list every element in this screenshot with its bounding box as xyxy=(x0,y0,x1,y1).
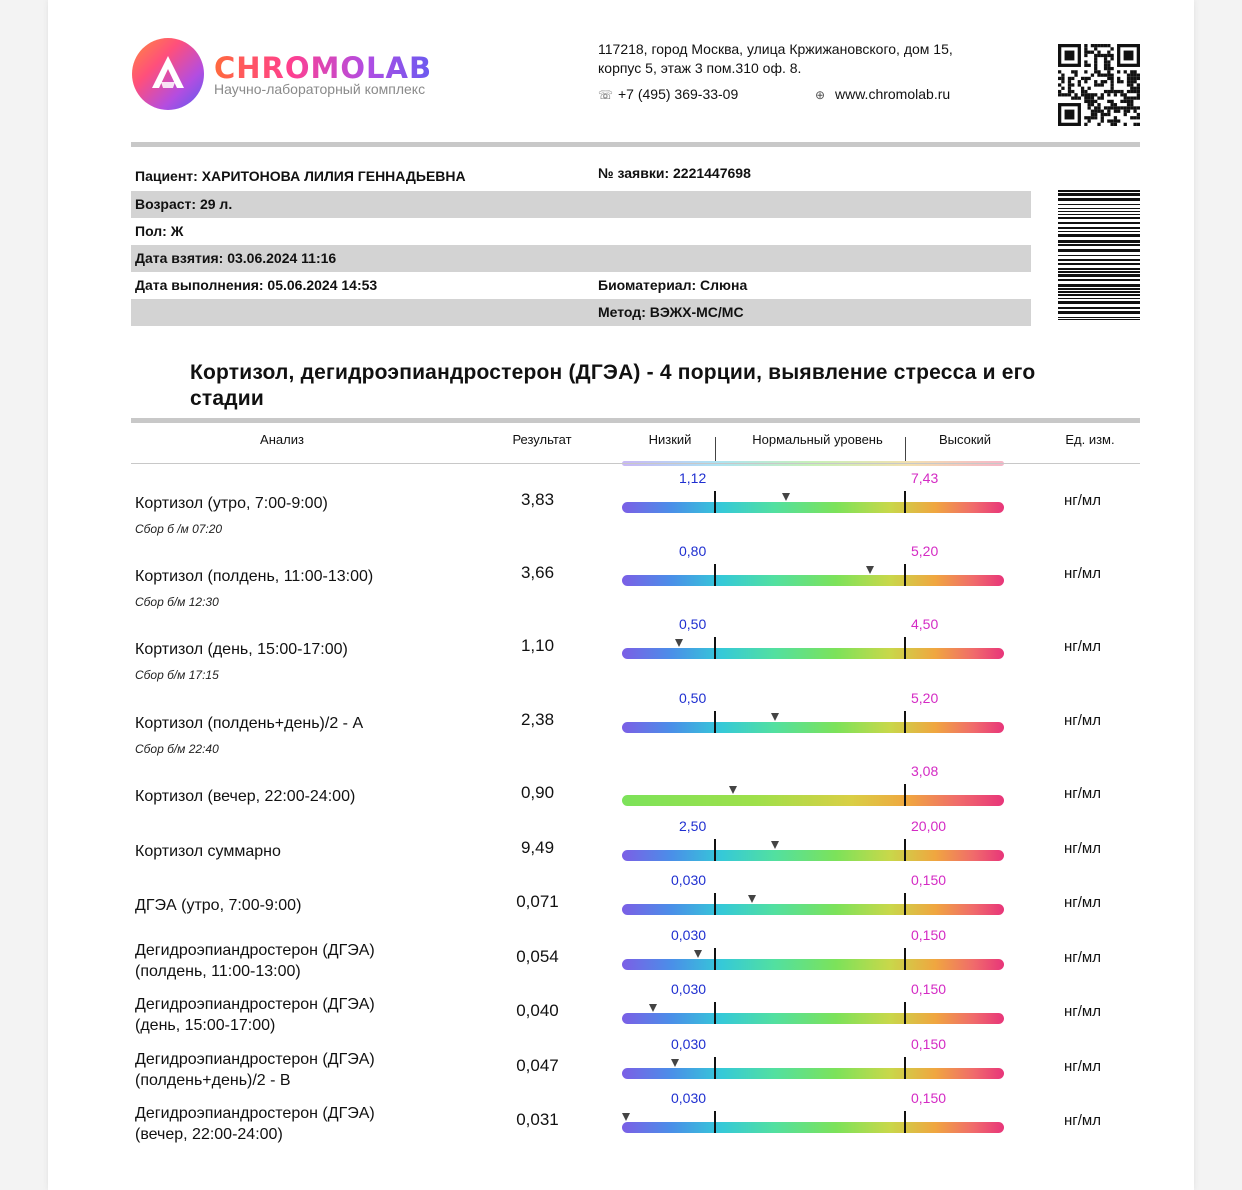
low-threshold-label: 0,80 xyxy=(679,543,707,559)
analysis-name-line2: (полдень+день)/2 - В xyxy=(135,1072,291,1089)
reference-scale-bar xyxy=(622,722,1004,733)
date-completed: Дата выполнения: 05.06.2024 14:53 xyxy=(135,277,378,293)
reference-scale-bar xyxy=(622,1068,1004,1079)
patient-sex: Пол: Ж xyxy=(135,223,184,239)
unit-label: нг/мл xyxy=(1064,785,1101,802)
barcode xyxy=(1058,190,1140,320)
low-threshold-tick xyxy=(714,711,716,733)
low-threshold-tick xyxy=(714,491,716,513)
high-threshold-tick xyxy=(904,637,906,659)
logo-emblem-icon xyxy=(132,38,204,110)
table-top-divider xyxy=(131,418,1140,423)
low-threshold-tick xyxy=(714,893,716,915)
analysis-name: Кортизол (полдень+день)/2 - А xyxy=(135,715,364,732)
header-high-separator xyxy=(905,437,906,463)
high-threshold-label: 0,150 xyxy=(911,872,947,888)
low-threshold-label: 2,50 xyxy=(679,818,707,834)
result-marker-icon xyxy=(748,895,756,903)
col-header-normal: Нормальный уровень xyxy=(752,432,883,447)
patient-name: Пациент: ХАРИТОНОВА ЛИЛИЯ ГЕННАДЬЕВНА xyxy=(135,168,466,184)
logo-subtitle: Научно-лабораторный комплекс xyxy=(214,81,426,97)
col-header-result: Результат xyxy=(512,432,572,447)
unit-label: нг/мл xyxy=(1064,638,1101,655)
analysis-name: Кортизол (день, 15:00-17:00) xyxy=(135,641,348,658)
analysis-name-line2: (вечер, 22:00-24:00) xyxy=(135,1126,283,1143)
unit-label: нг/мл xyxy=(1064,1112,1101,1129)
website-link[interactable]: www.chromolab.ru xyxy=(835,86,951,102)
result-marker-icon xyxy=(782,493,790,501)
col-header-high: Высокий xyxy=(938,432,992,447)
unit-label: нг/мл xyxy=(1064,712,1101,729)
info-row-patient xyxy=(131,163,1031,190)
info-row-sex xyxy=(131,218,1031,245)
analysis-name: Кортизол (утро, 7:00-9:00) xyxy=(135,495,328,512)
col-header-unit: Ед. изм. xyxy=(1065,432,1115,447)
unit-label: нг/мл xyxy=(1064,949,1101,966)
phone-icon: ☏ xyxy=(598,88,614,102)
high-threshold-tick xyxy=(904,784,906,806)
result-marker-icon xyxy=(866,566,874,574)
high-threshold-label: 0,150 xyxy=(911,981,947,997)
result-value: 0,047 xyxy=(516,1056,559,1075)
unit-label: нг/мл xyxy=(1064,1003,1101,1020)
high-threshold-tick xyxy=(904,491,906,513)
low-threshold-label: 0,030 xyxy=(671,872,707,888)
high-threshold-label: 20,00 xyxy=(911,818,947,834)
high-threshold-label: 5,20 xyxy=(911,690,939,706)
analysis-name-line2: (день, 15:00-17:00) xyxy=(135,1017,276,1034)
unit-label: нг/мл xyxy=(1064,1058,1101,1075)
low-threshold-label: 0,50 xyxy=(679,616,707,632)
header-divider xyxy=(131,142,1140,147)
analysis-name: Дегидроэпиандростерон (ДГЭА) xyxy=(135,1051,375,1068)
high-threshold-tick xyxy=(904,839,906,861)
reference-scale-bar xyxy=(622,1122,1004,1133)
analysis-name: Кортизол суммарно xyxy=(135,843,281,860)
collection-note: Сбор б /м 07:20 xyxy=(135,522,223,536)
result-marker-icon xyxy=(771,841,779,849)
method: Метод: ВЭЖХ-МС/МС xyxy=(598,304,744,320)
order-number: № заявки: 2221447698 xyxy=(598,165,751,181)
analysis-name: Дегидроэпиандростерон (ДГЭА) xyxy=(135,996,375,1013)
low-threshold-label: 0,030 xyxy=(671,927,707,943)
analysis-name: ДГЭА (утро, 7:00-9:00) xyxy=(135,897,302,914)
qr-code xyxy=(1058,44,1140,126)
low-threshold-tick xyxy=(714,948,716,970)
analysis-name: Кортизол (полдень, 11:00-13:00) xyxy=(135,568,374,585)
result-value: 0,071 xyxy=(516,892,559,911)
analysis-name: Дегидроэпиандростерон (ДГЭА) xyxy=(135,1105,375,1122)
result-marker-icon xyxy=(622,1113,630,1121)
lab-website[interactable] xyxy=(815,86,950,102)
low-threshold-label: 0,030 xyxy=(671,1090,707,1106)
reference-scale-bar xyxy=(622,795,1004,806)
unit-label: нг/мл xyxy=(1064,565,1101,582)
header-low-separator xyxy=(715,437,716,463)
result-value: 0,90 xyxy=(520,783,555,802)
high-threshold-label: 0,150 xyxy=(911,1036,947,1052)
result-value: 0,040 xyxy=(516,1001,559,1020)
col-header-low: Низкий xyxy=(648,432,692,447)
low-threshold-label: 0,030 xyxy=(671,981,707,997)
address-line-1: 117218, город Москва, улица Кржижановского, дом 15, xyxy=(598,41,953,57)
date-taken: Дата взятия: 03.06.2024 11:16 xyxy=(135,250,337,266)
result-value: 0,031 xyxy=(516,1110,559,1129)
unit-label: нг/мл xyxy=(1064,840,1101,857)
unit-label: нг/мл xyxy=(1064,894,1101,911)
reference-scale-bar xyxy=(622,1013,1004,1024)
high-threshold-label: 4,50 xyxy=(911,616,939,632)
low-threshold-label: 0,030 xyxy=(671,1036,707,1052)
reference-scale-bar xyxy=(622,904,1004,915)
low-threshold-tick xyxy=(714,637,716,659)
reference-scale-bar xyxy=(622,648,1004,659)
result-value: 1,10 xyxy=(520,636,555,655)
info-row-method xyxy=(131,299,1031,326)
col-header-analysis: Анализ xyxy=(260,432,304,447)
high-threshold-label: 5,20 xyxy=(911,543,939,559)
reference-scale-bar xyxy=(622,502,1004,513)
low-threshold-tick xyxy=(714,1057,716,1079)
low-threshold-label: 0,50 xyxy=(679,690,707,706)
reference-scale-bar xyxy=(622,575,1004,586)
address-line-2: корпус 5, этаж 3 пом.310 оф. 8. xyxy=(598,60,802,76)
unit-label: нг/мл xyxy=(1064,492,1101,509)
low-threshold-tick xyxy=(714,839,716,861)
high-threshold-tick xyxy=(904,1057,906,1079)
lab-address xyxy=(598,40,998,78)
high-threshold-tick xyxy=(904,564,906,586)
high-threshold-tick xyxy=(904,1002,906,1024)
biomaterial: Биоматериал: Слюна xyxy=(598,277,748,293)
high-threshold-tick xyxy=(904,1111,906,1133)
result-marker-icon xyxy=(649,1004,657,1012)
table-header-divider xyxy=(131,463,1140,464)
result-marker-icon xyxy=(771,713,779,721)
result-marker-icon xyxy=(671,1059,679,1067)
high-threshold-tick xyxy=(904,711,906,733)
logo-name: CHROMOLAB xyxy=(214,51,433,85)
analysis-name: Дегидроэпиандростерон (ДГЭА) xyxy=(135,942,375,959)
result-marker-icon xyxy=(729,786,737,794)
high-threshold-tick xyxy=(904,948,906,970)
result-value: 3,66 xyxy=(520,563,555,582)
high-threshold-label: 0,150 xyxy=(911,927,947,943)
collection-note: Сбор б/м 12:30 xyxy=(135,595,219,609)
low-threshold-tick xyxy=(714,1111,716,1133)
analysis-name-line2: (полдень, 11:00-13:00) xyxy=(135,963,301,980)
result-marker-icon xyxy=(675,639,683,647)
low-threshold-tick xyxy=(714,1002,716,1024)
reference-scale-bar xyxy=(622,959,1004,970)
result-value: 9,49 xyxy=(520,838,555,857)
low-threshold-label: 1,12 xyxy=(679,470,707,486)
high-threshold-label: 3,08 xyxy=(911,763,939,779)
chromolab-logo xyxy=(132,38,492,112)
result-value: 0,054 xyxy=(516,947,559,966)
collection-note: Сбор б/м 17:15 xyxy=(135,668,219,682)
report-title: Кортизол, дегидроэпиандростерон (ДГЭА) - 4 порции, выявление стресса и его стадии xyxy=(190,361,1036,410)
analysis-name: Кортизол (вечер, 22:00-24:00) xyxy=(135,788,356,805)
result-value: 2,38 xyxy=(520,710,555,729)
patient-age: Возраст: 29 л. xyxy=(135,196,233,212)
high-threshold-label: 0,150 xyxy=(911,1090,947,1106)
phone-number: +7 (495) 369-33-09 xyxy=(618,86,739,102)
globe-icon: ⊕ xyxy=(815,88,826,102)
result-value: 3,83 xyxy=(520,490,555,509)
info-row-age xyxy=(131,191,1031,218)
result-marker-icon xyxy=(694,950,702,958)
lab-phone xyxy=(598,86,738,102)
collection-note: Сбор б/м 22:40 xyxy=(135,742,219,756)
high-threshold-label: 7,43 xyxy=(911,470,939,486)
high-threshold-tick xyxy=(904,893,906,915)
reference-scale-bar xyxy=(622,850,1004,861)
low-threshold-tick xyxy=(714,564,716,586)
info-row-taken xyxy=(131,245,1031,272)
info-row-completed xyxy=(131,272,1031,299)
